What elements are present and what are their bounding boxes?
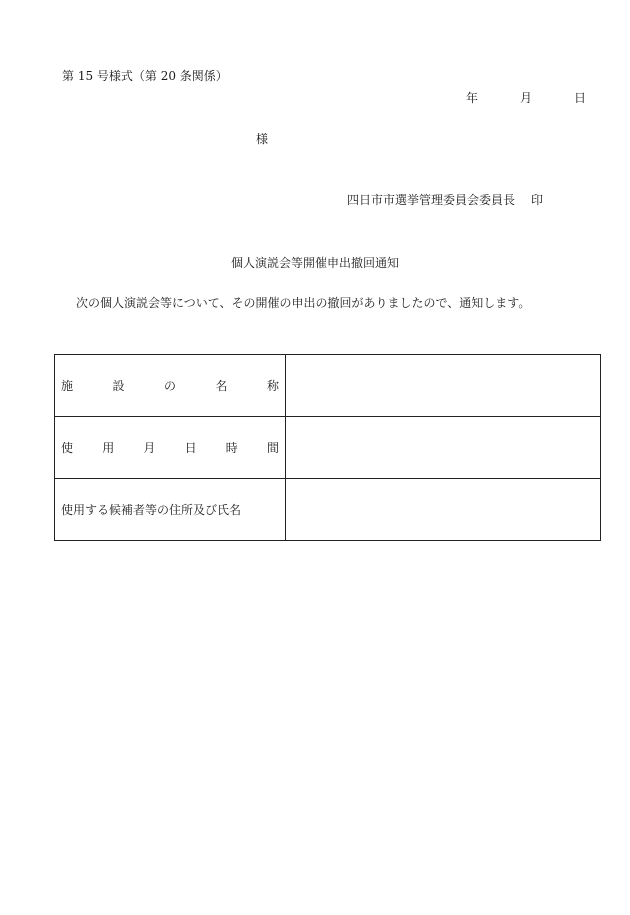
table-row-candidate [55, 479, 601, 541]
facility-name-value [286, 355, 601, 417]
document-body: 次の個人演説会等について、その開催の申出の撤回がありましたので、通知します。 [76, 296, 531, 310]
issuer-line [347, 194, 543, 206]
issuer-title: 四日市市選挙管理委員会委員長 [347, 193, 516, 207]
usage-datetime-label [55, 417, 286, 479]
usage-datetime-value [286, 417, 601, 479]
label-char: 称 [266, 379, 279, 393]
date-day: 日 [574, 91, 587, 105]
label-char: 使 [61, 441, 74, 455]
date-year: 年 [466, 91, 479, 105]
table-row-facility-name [55, 355, 601, 417]
label-char: 月 [143, 441, 156, 455]
candidate-address-name-label [55, 479, 286, 541]
label-char: 設 [112, 379, 125, 393]
label-char: 施 [61, 379, 74, 393]
candidate-label-text: 使用する候補者等の住所及び氏名 [61, 503, 242, 517]
addressee-suffix: 様 [256, 132, 269, 146]
date-month: 月 [520, 91, 533, 105]
candidate-address-name-value [286, 479, 601, 541]
label-char: 時 [225, 441, 238, 455]
date-line [466, 92, 586, 104]
label-char: 名 [215, 379, 228, 393]
form-number: 第 15 号様式（第 20 条関係） [62, 69, 228, 83]
label-char: の [163, 379, 176, 393]
table-row-usage-datetime [55, 417, 601, 479]
facility-name-label [55, 355, 286, 417]
label-char: 用 [102, 441, 115, 455]
label-char: 日 [184, 441, 197, 455]
label-char: 間 [266, 441, 279, 455]
issuer-seal: 印 [531, 193, 544, 207]
document-title: 個人演説会等開催申出撤回通知 [230, 256, 399, 270]
info-table [54, 354, 601, 541]
